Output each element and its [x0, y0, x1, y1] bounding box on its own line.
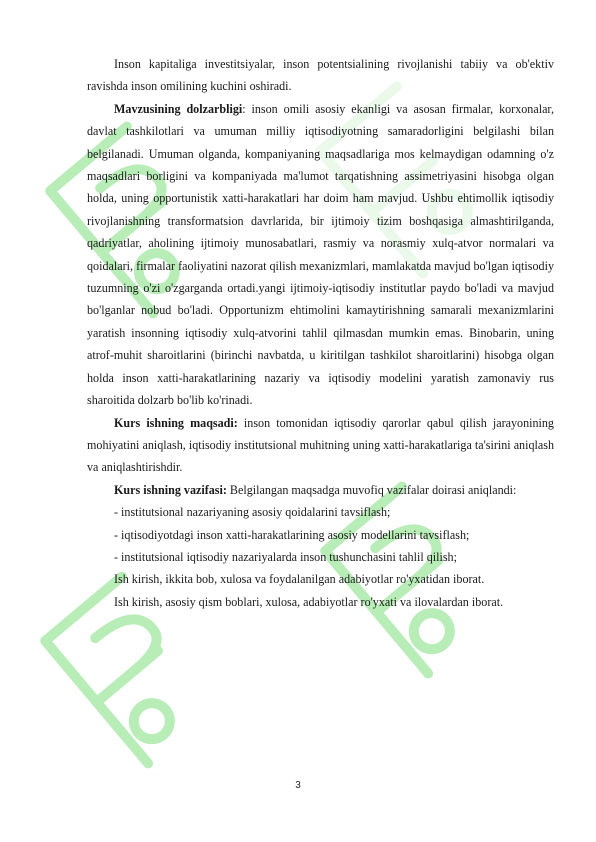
structure-line: Ish kirish, ikkita bob, xulosa va foydalanilgan adabiyotlar ro'yxatidan iborat.: [114, 572, 485, 587]
task-item: - iqtisodiyotdagi inson xatti-harakatlarining asosiy modellarini tavsiflash;: [114, 527, 470, 542]
paragraph-lead: Kurs ishning vazifasi:: [114, 482, 227, 497]
task-item: - institutsional nazariyaning asosiy qoidalarini tavsiflash;: [114, 505, 391, 520]
paragraph-text: inson tomonidan iqtisodiy qarorlar qabul qilish jarayonining mohiyatini aniqlash, iqtisodiy institutsional muhitning uning xatti-harakatlariga ta'sirini aniqlash va aniqlashtirishdir.: [87, 415, 554, 475]
paragraph-closing: Ish kirish, asosiy qism boblari, xulosa, adabiyotlar ro'yxati va ilovalardan iborat.: [114, 594, 504, 609]
paragraph-lead: Kurs ishning maqsadi:: [114, 415, 238, 430]
document-body: [87, 53, 554, 613]
paragraph-tasks: [87, 479, 554, 501]
paragraph-relevance: [87, 98, 554, 412]
paragraph-text: Inson kapitaliga investitsiyalar, inson potentsialining rivojlanishi tabiiy va ob'ektiv ravishda inson omilining kuchini oshiradi.: [87, 57, 554, 94]
paragraph-text: Belgilangan maqsadga muvofiq vazifalar doirasi aniqlandi:: [226, 482, 517, 497]
task-item: - institutsional iqtisodiy nazariyalarda inson tushunchasini tahlil qilish;: [114, 549, 457, 564]
paragraph-text: : inson omili asosiy ekanligi va asosan firmalar, korxonalar, davlat tashkilotlari va umuman milliy iqtisodiyotning samaradorligini belgilashi bilan belgilanadi. Umuman olganda, kompaniyaning maqsadlariga mos kelmaydigan odamning o'z maqsadlari borligini va kompaniyada ma'lumot tarqatishning assimetriyasini hisobga olgan holda, uning opportunistik xatti-harakatlari har doim ham mavjud. Ushbu ehtimollik iqtisodiy rivojlanishning transformatsion davrlarida, bir ijtimoiy tizim boshqasiga almashtirilganda, qadriyatlar, aholining ijtimoiy munosabatlari, rasmiy va norasmiy xulq-atvor normalari va qoidalari, firmalar faoliyatini nazorat qilish mexanizmlari, mamlakatda mavjud bo'lgan iqtisodiy tuzumning o'zi o'zgarganda ortadi.yangi ijtimoiy-iqtisodiy institutlar paydo bo'ladi va mavjud bo'lganlar nobud bo'ladi. Opportunizm ehtimolini kamaytirishning samarali mexanizmlarini yaratish insonning iqtisodiy xulq-atvorini tahlil qilmasdan mumkin emas. Binobarin, uning atrof-muhit sharoitlarini (birinchi navbatda, u kiritilgan tashkilot sharoitlarini) hisobga olgan holda inson xatti-harakatlarining nazariy va iqtisodiy modelini yaratish zamonaviy rus sharoitida dolzarb bo'lib ko'rinadi.: [87, 101, 554, 408]
paragraph-goal: [87, 412, 554, 479]
page-number: 3: [295, 780, 301, 791]
paragraph-intro: [87, 53, 554, 98]
paragraph-lead: Mavzusining dolzarbligi: [114, 101, 243, 116]
